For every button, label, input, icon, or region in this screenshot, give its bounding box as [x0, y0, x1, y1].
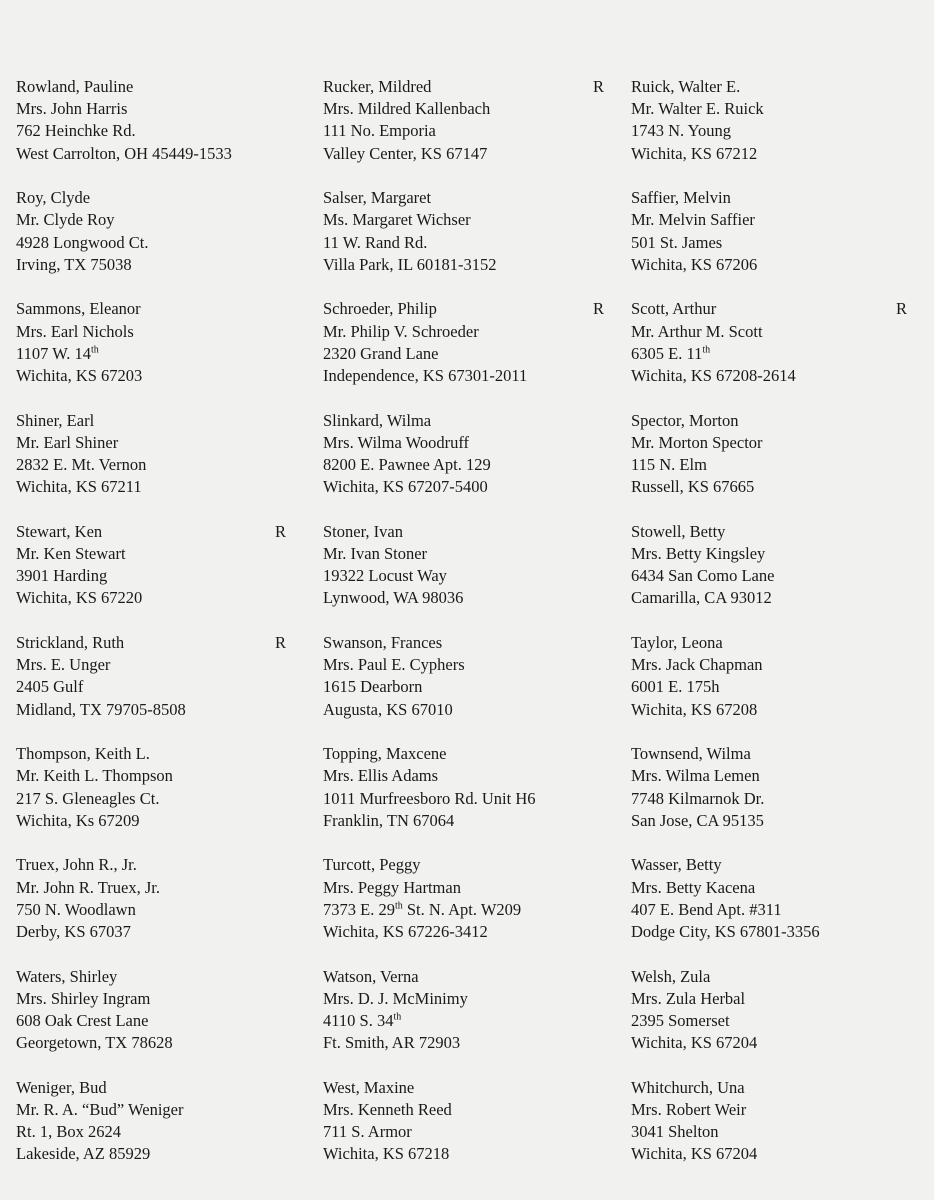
entry-city-state-zip: Irving, TX 75038 — [16, 254, 132, 274]
address-entry — [323, 632, 623, 721]
address-entry — [16, 854, 316, 943]
address-entry — [631, 966, 931, 1055]
entry-mark: R — [275, 521, 287, 541]
entry-addressee: Mr. Ken Stewart — [16, 543, 126, 563]
address-entry — [631, 1077, 931, 1166]
entry-addressee: Mrs. Paul E. Cyphers — [323, 655, 465, 675]
entry-addressee: Mrs. Shirley Ingram — [16, 988, 151, 1008]
address-entry — [631, 854, 931, 943]
address-entry — [323, 298, 623, 387]
entry-addressee: Mrs. Betty Kacena — [631, 877, 756, 897]
address-entry — [16, 298, 316, 387]
address-entry — [323, 410, 623, 499]
address-entry — [631, 76, 931, 165]
entry-surname: West, Maxine — [323, 1077, 415, 1097]
entry-addressee: Mr. Philip V. Schroeder — [323, 321, 479, 341]
entry-surname: Saffier, Melvin — [631, 188, 731, 208]
entry-mark: R — [593, 77, 605, 96]
entry-city-state-zip: Franklin, TN 67064 — [323, 810, 455, 830]
address-entry — [16, 966, 316, 1055]
entry-city-state-zip: Wichita, KS 67220 — [16, 588, 143, 608]
entry-mark: R — [275, 633, 287, 652]
address-entry — [631, 410, 931, 499]
entry-city-state-zip: Wichita, KS 67208-2614 — [631, 365, 796, 385]
entry-street: 711 S. Armor — [323, 1122, 412, 1142]
entry-city-state-zip: Dodge City, KS 67801-3356 — [631, 921, 820, 941]
entry-city-state-zip: Wichita, Ks 67209 — [16, 810, 140, 830]
entry-addressee: Mrs. Betty Kingsley — [631, 543, 766, 563]
address-entry — [16, 743, 316, 832]
entry-city-state-zip: Wichita, KS 67211 — [16, 477, 142, 497]
entry-street: 7748 Kilmarnok Dr. — [631, 788, 765, 808]
entry-street: 1743 N. Young — [631, 121, 731, 141]
entry-addressee: Mrs. John Harris — [16, 99, 128, 119]
address-entry — [631, 632, 931, 721]
entry-addressee: Mrs. Mildred Kallenbach — [323, 99, 491, 119]
entry-street: 1615 Dearborn — [323, 677, 423, 697]
entry-street: 2405 Gulf — [16, 677, 84, 697]
entry-surname: Whitchurch, Una — [631, 1077, 745, 1097]
entry-street: 115 N. Elm — [631, 454, 707, 474]
entry-street: 2832 E. Mt. Vernon — [16, 454, 147, 474]
entry-addressee: Mrs. Zula Herbal — [631, 988, 746, 1008]
entry-city-state-zip: Wichita, KS 67204 — [631, 1144, 758, 1164]
entry-city-state-zip: Lynwood, WA 98036 — [323, 588, 464, 608]
address-entry — [323, 854, 623, 943]
entry-surname: Rowland, Pauline — [16, 77, 134, 96]
entry-street: 11 W. Rand Rd. — [323, 232, 428, 252]
entry-addressee: Mrs. Robert Weir — [631, 1099, 747, 1119]
entry-surname: Thompson, Keith L. — [16, 744, 150, 764]
entry-surname: Taylor, Leona — [631, 633, 723, 652]
entry-addressee: Mrs. Kenneth Reed — [323, 1099, 452, 1119]
entry-surname: Stoner, Ivan — [323, 521, 403, 541]
entry-street: 2320 Grand Lane — [323, 343, 439, 363]
entry-street: 608 Oak Crest Lane — [16, 1010, 149, 1030]
entry-surname: Topping, Maxcene — [323, 744, 447, 764]
entry-street: 7373 E. 29th St. N. Apt. W209 — [323, 899, 522, 919]
entry-addressee: Mrs. Ellis Adams — [323, 766, 439, 786]
entry-addressee: Mr. Clyde Roy — [16, 210, 115, 230]
entry-surname: Strickland, Ruth — [16, 633, 125, 652]
entry-addressee: Mr. Arthur M. Scott — [631, 321, 763, 341]
entry-city-state-zip: Independence, KS 67301-2011 — [323, 365, 528, 385]
address-entry — [631, 298, 931, 387]
entry-surname: Stowell, Betty — [631, 521, 726, 541]
entry-city-state-zip: Russell, KS 67665 — [631, 477, 755, 497]
address-entry — [631, 521, 931, 610]
entry-surname: Stewart, Ken — [16, 521, 103, 541]
address-entry — [16, 76, 316, 165]
entry-city-state-zip: Lakeside, AZ 85929 — [16, 1144, 151, 1164]
entry-surname: Salser, Margaret — [323, 188, 432, 208]
address-entry — [323, 521, 623, 610]
entry-city-state-zip: Ft. Smith, AR 72903 — [323, 1033, 461, 1053]
entry-street: 1107 W. 14th — [16, 343, 99, 363]
entry-street: 3041 Shelton — [631, 1122, 719, 1142]
entry-surname: Roy, Clyde — [16, 188, 91, 208]
entry-surname: Waters, Shirley — [16, 966, 118, 986]
entry-surname: Spector, Morton — [631, 410, 739, 430]
address-entry — [16, 632, 316, 721]
entry-street: 4110 S. 34th — [323, 1010, 402, 1030]
entry-street: 3901 Harding — [16, 566, 108, 586]
entry-addressee: Mrs. Jack Chapman — [631, 655, 763, 675]
entry-city-state-zip: Wichita, KS 67218 — [323, 1144, 450, 1164]
entry-street: 6434 San Como Lane — [631, 566, 775, 586]
entry-addressee: Mrs. Wilma Lemen — [631, 766, 760, 786]
entry-addressee: Mrs. Wilma Woodruff — [323, 432, 470, 452]
entry-street: 111 No. Emporia — [323, 121, 436, 141]
address-entry — [16, 521, 316, 610]
entry-addressee: Mrs. E. Unger — [16, 655, 111, 675]
entry-city-state-zip: Derby, KS 67037 — [16, 921, 131, 941]
address-entry — [16, 1077, 316, 1166]
entry-surname: Townsend, Wilma — [631, 744, 751, 764]
entry-mark: R — [593, 299, 605, 319]
entry-mark: R — [896, 299, 908, 319]
entry-street: Rt. 1, Box 2624 — [16, 1122, 121, 1142]
entry-city-state-zip: Wichita, KS 67226-3412 — [323, 921, 488, 941]
address-entry — [323, 1077, 623, 1166]
entry-surname: Ruick, Walter E. — [631, 77, 741, 96]
entry-city-state-zip: Augusta, KS 67010 — [323, 699, 453, 719]
entry-street: 750 N. Woodlawn — [16, 899, 136, 919]
entry-city-state-zip: Wichita, KS 67203 — [16, 365, 143, 385]
entry-surname: Swanson, Frances — [323, 633, 443, 652]
address-entry — [16, 410, 316, 499]
address-entry — [323, 743, 623, 832]
entry-city-state-zip: Wichita, KS 67208 — [631, 699, 758, 719]
entry-surname: Shiner, Earl — [16, 410, 95, 430]
entry-surname: Rucker, Mildred — [323, 77, 432, 96]
address-entry — [323, 966, 623, 1055]
entry-street: 2395 Somerset — [631, 1010, 730, 1030]
entry-street: 8200 E. Pawnee Apt. 129 — [323, 454, 491, 474]
entry-city-state-zip: Midland, TX 79705-8508 — [16, 699, 186, 719]
entry-city-state-zip: Villa Park, IL 60181-3152 — [323, 254, 497, 274]
entry-city-state-zip: Wichita, KS 67204 — [631, 1033, 758, 1053]
entry-city-state-zip: Wichita, KS 67206 — [631, 254, 758, 274]
entry-surname: Turcott, Peggy — [323, 855, 421, 875]
entry-street: 1011 Murfreesboro Rd. Unit H6 — [323, 788, 536, 808]
entry-street: 6305 E. 11th — [631, 343, 711, 363]
entry-street: 19322 Locust Way — [323, 566, 447, 586]
entry-addressee: Ms. Margaret Wichser — [323, 210, 471, 230]
entry-surname: Sammons, Eleanor — [16, 299, 141, 319]
entry-city-state-zip: Wichita, KS 67212 — [631, 143, 758, 163]
entry-street: 6001 E. 175h — [631, 677, 720, 697]
entry-city-state-zip: Wichita, KS 67207-5400 — [323, 477, 488, 497]
entry-addressee: Mr. John R. Truex, Jr. — [16, 877, 160, 897]
entry-city-state-zip: Georgetown, TX 78628 — [16, 1033, 173, 1053]
entry-city-state-zip: Camarilla, CA 93012 — [631, 588, 772, 608]
address-entry — [631, 187, 931, 276]
entry-surname: Weniger, Bud — [16, 1077, 107, 1097]
entry-addressee: Mr. Walter E. Ruick — [631, 99, 764, 119]
entry-surname: Wasser, Betty — [631, 855, 722, 875]
entry-addressee: Mr. R. A. “Bud” Weniger — [16, 1099, 184, 1119]
address-entry — [323, 76, 623, 165]
entry-surname: Welsh, Zula — [631, 966, 711, 986]
entry-surname: Schroeder, Philip — [323, 299, 437, 319]
entry-street: 501 St. James — [631, 232, 723, 252]
entry-street: 407 E. Bend Apt. #311 — [631, 899, 782, 919]
address-entry — [631, 743, 931, 832]
entry-addressee: Mr. Earl Shiner — [16, 432, 119, 452]
entry-addressee: Mr. Morton Spector — [631, 432, 763, 452]
entry-city-state-zip: Valley Center, KS 67147 — [323, 143, 488, 163]
entry-addressee: Mr. Ivan Stoner — [323, 543, 428, 563]
entry-city-state-zip: West Carrolton, OH 45449-1533 — [16, 143, 232, 163]
entry-street: 4928 Longwood Ct. — [16, 232, 149, 252]
entry-addressee: Mr. Keith L. Thompson — [16, 766, 173, 786]
entry-surname: Scott, Arthur — [631, 299, 717, 319]
entry-addressee: Mrs. Earl Nichols — [16, 321, 134, 341]
entry-addressee: Mrs. Peggy Hartman — [323, 877, 461, 897]
entry-surname: Truex, John R., Jr. — [16, 855, 137, 875]
entry-street: 762 Heinchke Rd. — [16, 121, 136, 141]
address-entry — [16, 187, 316, 276]
entry-city-state-zip: San Jose, CA 95135 — [631, 810, 764, 830]
entry-addressee: Mrs. D. J. McMinimy — [323, 988, 468, 1008]
entry-surname: Watson, Verna — [323, 966, 419, 986]
entry-addressee: Mr. Melvin Saffier — [631, 210, 755, 230]
address-entry — [323, 187, 623, 276]
entry-street: 217 S. Gleneagles Ct. — [16, 788, 160, 808]
entry-surname: Slinkard, Wilma — [323, 410, 432, 430]
